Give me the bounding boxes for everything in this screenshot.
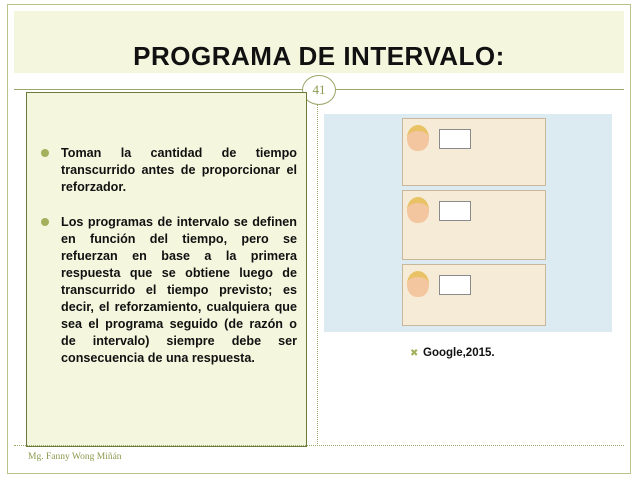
arrow-icon <box>439 275 471 295</box>
illustration-image <box>324 114 612 332</box>
arrow-icon <box>439 129 471 149</box>
illustration-panel-negative-reinforcement <box>402 190 546 260</box>
page-title: PROGRAMA DE INTERVALO: <box>133 41 505 71</box>
list-item <box>39 214 297 367</box>
image-credit: Google,2015. <box>423 347 495 359</box>
footer-author: Mg. Fanny Wong Miñán <box>28 452 122 462</box>
bullet-text: Los programas de intervalo se definen en función del tiempo, pero se refuerzan en base a la primera respuesta que se obtiene luego de transcurrido el tiempo previsto; es decir, el reforzamiento, cualquiera que sea el programa seguido (de razón o de intervalo) siempre debe ser consecuencia de una respuesta. <box>61 215 297 365</box>
illustration-panel-positive-reinforcement <box>402 118 546 186</box>
page-number-badge: 41 <box>302 75 336 105</box>
circle-bullet-icon <box>41 149 49 157</box>
arrow-icon <box>439 201 471 221</box>
bullet-list <box>39 145 297 385</box>
circle-bullet-icon <box>41 218 49 226</box>
title-band <box>14 11 624 73</box>
child-face-icon <box>407 197 429 223</box>
footer-divider <box>14 445 624 446</box>
x-bullet-icon: ✖ <box>410 348 419 359</box>
bullet-text: Toman la cantidad de tiempo transcurrido antes de proporcionar el reforzador. <box>61 146 297 194</box>
content-panel <box>26 92 307 447</box>
child-face-icon <box>407 125 429 151</box>
illustration-panel-punishment <box>402 264 546 326</box>
list-item <box>39 145 297 196</box>
vertical-divider <box>317 104 318 444</box>
child-face-icon <box>407 271 429 297</box>
